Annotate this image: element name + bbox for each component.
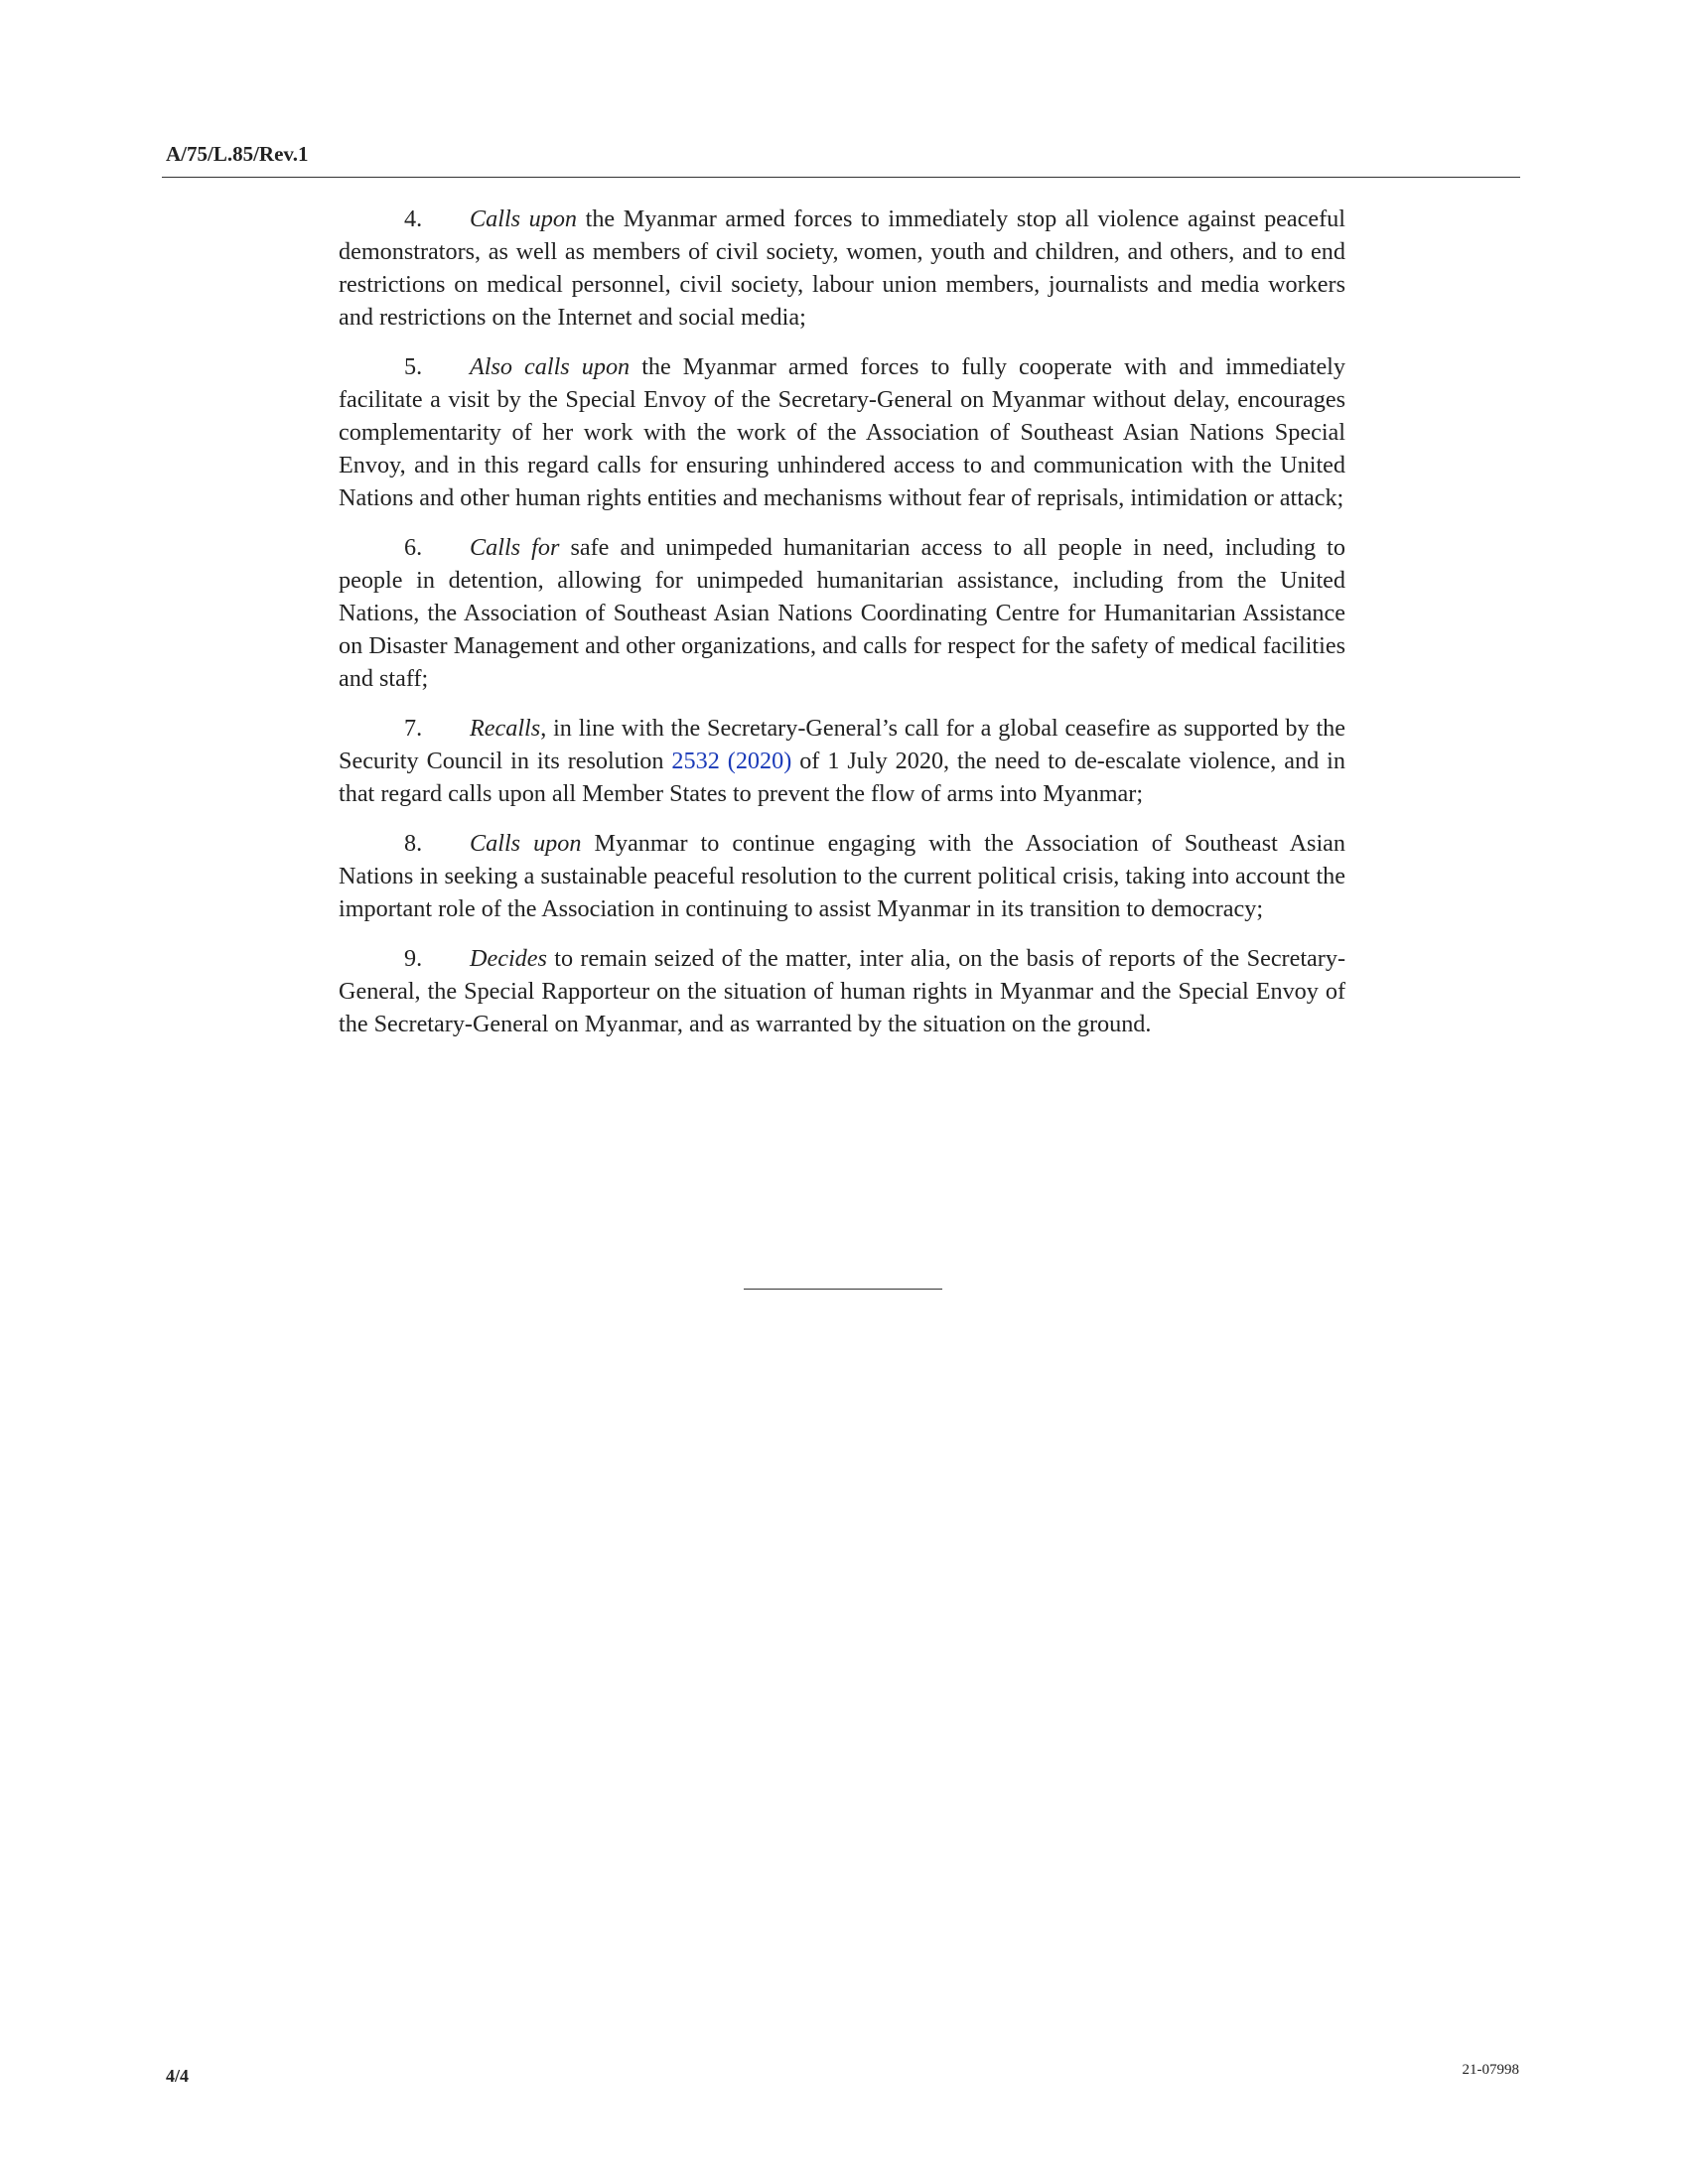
paragraph-number: 8. bbox=[404, 830, 423, 857]
paragraph-number: 5. bbox=[404, 353, 423, 380]
paragraph-5 bbox=[339, 350, 1345, 514]
document-body bbox=[339, 203, 1345, 1057]
document-symbol: A/75/L.85/Rev.1 bbox=[166, 142, 309, 166]
operative-phrase: Calls for bbox=[470, 534, 560, 561]
resolution-link[interactable]: 2532 (2020) bbox=[671, 748, 792, 774]
paragraph-text: , in line with the Secretary-General’s call for a global ceasefire as supported by the Security Council in its resolution bbox=[339, 715, 1345, 774]
paragraph-9 bbox=[339, 942, 1345, 1040]
paragraph-text: to remain seized of the matter, inter alia, on the basis of reports of the Secretary-General, the Special Rapporteur on the situation of human rights in Myanmar and the Special Envoy of the Secretary-General on Myanmar, and as warranted by the situation on the ground. bbox=[339, 945, 1345, 1037]
document-code: 21-07998 bbox=[1462, 2062, 1519, 2078]
paragraph-number: 6. bbox=[404, 534, 423, 561]
paragraph-text: the Myanmar armed forces to immediately stop all violence against peaceful demonstrators, as well as members of civil society, women, youth and children, and others, and to end restrictions on medical personnel, civil society, labour union members, journalists and media workers and restrictions on the Internet and social media; bbox=[339, 205, 1345, 331]
paragraph-6 bbox=[339, 531, 1345, 695]
paragraph-number: 7. bbox=[404, 715, 423, 742]
paragraph-text: of 1 July 2020, the need to de-escalate violence, and in that regard calls upon all Member States to prevent the flow of arms into Myanmar; bbox=[339, 748, 1345, 807]
paragraph-8 bbox=[339, 827, 1345, 925]
operative-phrase: Calls upon bbox=[470, 205, 578, 232]
operative-phrase: Recalls bbox=[470, 715, 541, 742]
end-of-document-rule bbox=[744, 1289, 942, 1290]
paragraph-4 bbox=[339, 203, 1345, 334]
paragraph-7 bbox=[339, 712, 1345, 810]
paragraph-text: the Myanmar armed forces to fully cooperate with and immediately facilitate a visit by the Special Envoy of the Secretary-General on Myanmar without delay, encourages complementarity of her work with the work of the Association of Southeast Asian Nations Special Envoy, and in this regard calls for ensuring unhindered access to and communication with the United Nations and other human rights entities and mechanisms without fear of reprisals, intimidation or attack; bbox=[339, 353, 1345, 511]
paragraph-number: 4. bbox=[404, 205, 423, 232]
operative-phrase: Also calls upon bbox=[470, 353, 631, 380]
paragraph-text: Myanmar to continue engaging with the Association of Southeast Asian Nations in seeking a sustainable peaceful resolution to the current political crisis, taking into account the important role of the Association in continuing to assist Myanmar in its transition to democracy; bbox=[339, 830, 1345, 922]
page-number: 4/4 bbox=[166, 2066, 190, 2086]
operative-phrase: Calls upon bbox=[470, 830, 582, 857]
header-rule bbox=[162, 177, 1520, 178]
paragraph-number: 9. bbox=[404, 945, 423, 972]
operative-phrase: Decides bbox=[470, 945, 547, 972]
paragraph-text: safe and unimpeded humanitarian access to all people in need, including to people in detention, allowing for unimpeded humanitarian assistance, including from the United Nations, the Association of Southeast Asian Nations Coordinating Centre for Humanitarian Assistance on Disaster Management and other organizations, and calls for respect for the safety of medical facilities and staff; bbox=[339, 534, 1345, 692]
